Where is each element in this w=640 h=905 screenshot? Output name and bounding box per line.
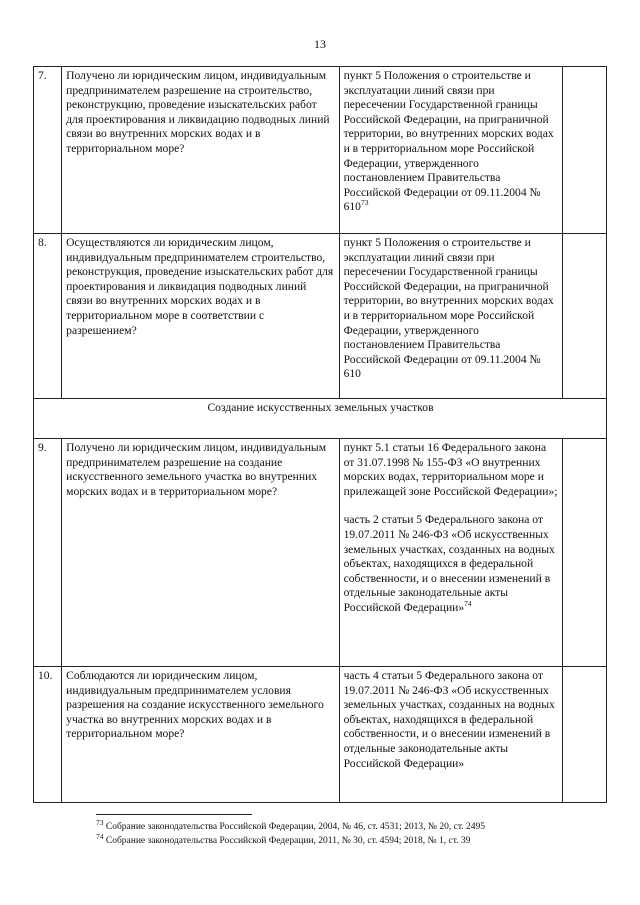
- reference-text-continued: [344, 513, 559, 615]
- reference-cell: [339, 439, 562, 667]
- row-number: 10.: [34, 667, 62, 803]
- footnote-ref: 73: [360, 198, 369, 208]
- empty-cell: [562, 234, 606, 399]
- question-cell: Соблюдаются ли юридическим лицом, индивидуальным предпринимателем условия разрешения на создание искусственного земельного участка во внутренних морских водах и в территориальном море?: [62, 667, 339, 803]
- row-number: 8.: [34, 234, 62, 399]
- row-number: 7.: [34, 67, 62, 234]
- table-row: [34, 439, 607, 667]
- footnote-mark: 73: [96, 817, 104, 827]
- table-row: [34, 234, 607, 399]
- footnote: [96, 817, 616, 834]
- table-row: [34, 667, 607, 803]
- reference-text: пункт 5.1 статьи 16 Федерального закона от 31.07.1998 № 155-ФЗ «О внутренних морских водах, территориальном море и прилежащей зоне Российской Федерации»;: [343, 441, 558, 498]
- empty-cell: [562, 667, 606, 803]
- footnote-text: Собрание законодательства Российской Федерации, 2011, № 30, ст. 4594; 2018, № 1, ст. 39: [103, 836, 471, 846]
- section-title: Создание искусственных земельных участков: [34, 399, 607, 439]
- footnote-divider: [96, 814, 252, 815]
- reference-cell: часть 4 статьи 5 Федерального закона от 19.07.2011 № 246-ФЗ «Об искусственных земельных участках, созданных на водных объектах, находящихся в федеральной собственности, и о внесении изменений в отдельные законодательные акты Российской Федерации»: [339, 667, 562, 803]
- row-number: 9.: [34, 439, 62, 667]
- table-row: [34, 67, 607, 234]
- requirements-table: [33, 66, 607, 803]
- footnote-mark: 74: [96, 831, 104, 841]
- footnote: [96, 831, 616, 848]
- reference-text: часть 2 статьи 5 Федерального закона от 19.07.2011 № 246-ФЗ «Об искусственных земельных участках, созданных на водных объектах, находящихся в федеральной собственности, и о внесении изменений в отдельные законодательные акты Российской Федерации»: [343, 513, 555, 614]
- reference-text: пункт 5 Положения о строительстве и эксплуатации линий связи при пересечении Государственной границы Российской Федерации, на приграничной территории, во внутренних морских водах и в территориальном море Российской Федерации, утвержденного постановлением Правительства Российской Федерации от 09.11.2004 № 610: [343, 69, 554, 214]
- footnote-ref: 74: [464, 599, 472, 609]
- question-cell: Осуществляются ли юридическим лицом, индивидуальным предпринимателем строительство, реконструкция, проведение изыскательских работ для проектирования и ликвидация подводных линий связи во внутренних морских водах и в территориальном море в соответствии с разрешением?: [62, 234, 339, 399]
- page-number: 13: [314, 37, 326, 51]
- reference-cell: [339, 67, 562, 234]
- question-cell: Получено ли юридическим лицом, индивидуальным предпринимателем разрешение на создание искусственного земельного участка во внутренних морских водах и в территориальном море?: [62, 439, 339, 667]
- empty-cell: [562, 67, 606, 234]
- empty-cell: [562, 439, 606, 667]
- footnote-text: Собрание законодательства Российской Федерации, 2004, № 46, ст. 4531; 2013, № 20, ст. 2495: [103, 822, 486, 832]
- question-cell: Получено ли юридическим лицом, индивидуальным предпринимателем разрешение на строительство, реконструкцию, проведение изыскательских работ для проектирования и ликвидацию подводных линий связи во внутренних морских водах и в территориальном море?: [62, 67, 339, 234]
- section-row: [34, 399, 607, 439]
- footnotes: [96, 817, 616, 848]
- reference-cell: пункт 5 Положения о строительстве и эксплуатации линий связи при пересечении Государственной границы Российской Федерации, на приграничной территории, во внутренних морских водах и в территориальном море Российской Федерации, утвержденного постановлением Правительства Российской Федерации от 09.11.2004 № 610: [339, 234, 562, 399]
